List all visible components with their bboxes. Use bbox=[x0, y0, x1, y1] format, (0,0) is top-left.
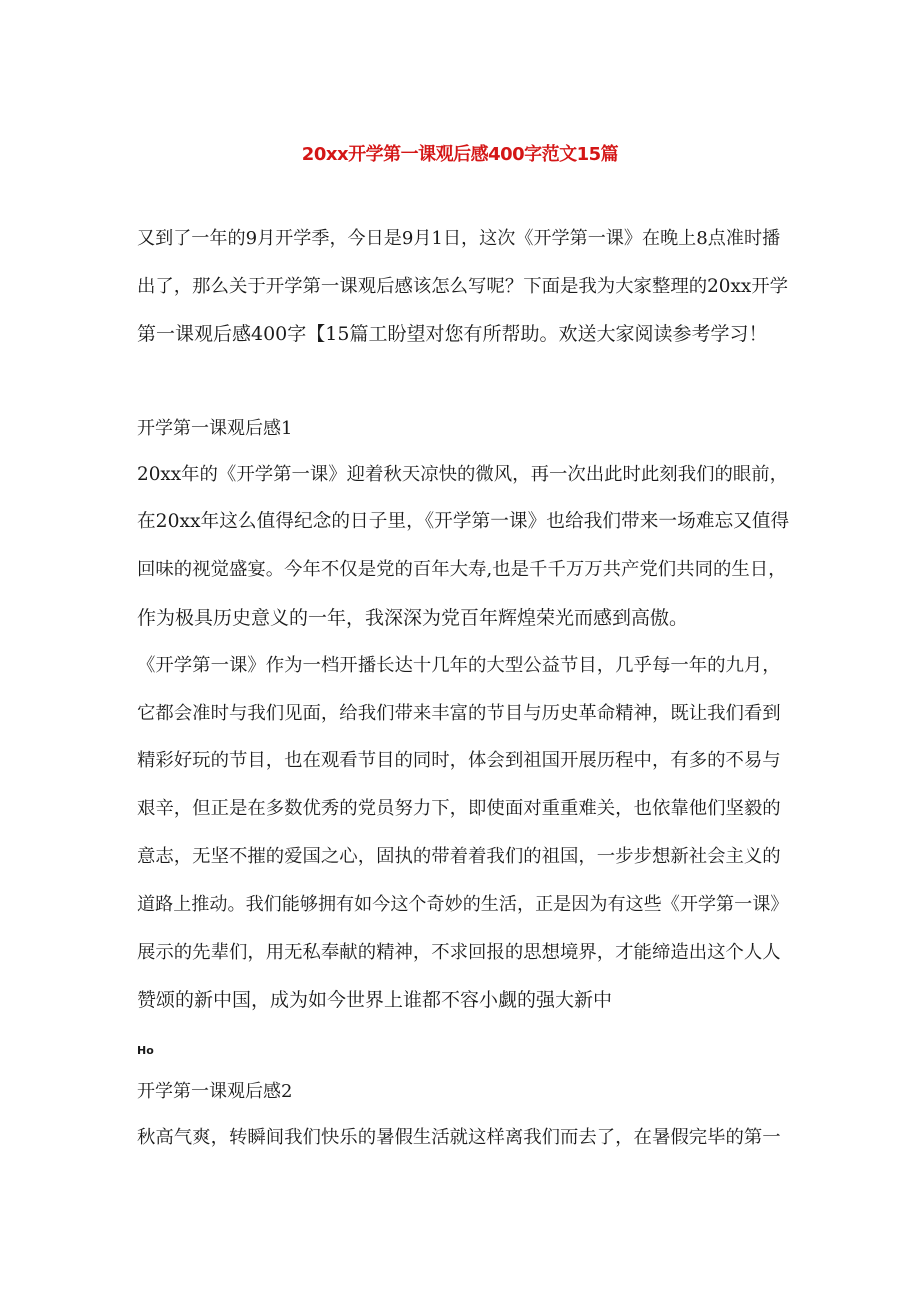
body-line: 秋高气爽，转瞬间我们快乐的暑假生活就这样离我们而去了，在暑假完毕的第一 bbox=[137, 1127, 781, 1148]
body-line: 作为极具历史意义的一年，我深深为党百年辉煌荣光而感到高傲。 bbox=[137, 607, 689, 629]
body-line: 展示的先辈们，用无私奉献的精神，不求回报的思想境界，才能缔造出这个人人 bbox=[137, 942, 781, 963]
document-title: 20xx开学第一课观后感400字范文15篇 bbox=[301, 144, 619, 165]
body-line: 意志，无坚不摧的爱国之心，固执的带着着我们的祖国，一步步想新社会主义的 bbox=[137, 846, 781, 867]
body-line: 回味的视觉盛宴。今年不仅是党的百年大寿,也是千千万万共产党们共同的生日， bbox=[137, 559, 787, 580]
body-line: 道路上推动。我们能够拥有如今这个奇妙的生活，正是因为有这些《开学第一课》 bbox=[137, 894, 789, 915]
body-line: 《开学第一课》作为一档开播长达十几年的大型公益节目，几乎每一年的九月， bbox=[137, 655, 781, 676]
stray-text: Ho bbox=[137, 1044, 154, 1057]
body-line: 精彩好玩的节目，也在观看节目的同时，体会到祖国开展历程中，有多的不易与 bbox=[137, 750, 781, 771]
intro-line: 出了，那么关于开学第一课观后感该怎么写呢？下面是我为大家整理的20xx开学 bbox=[137, 276, 789, 297]
body-line: 赞颂的新中国，成为如今世界上谁都不容小觑的强大新中 bbox=[137, 989, 613, 1011]
section-heading: 开学第一课观后感1 bbox=[137, 418, 293, 439]
body-line: 20xx年的《开学第一课》迎着秋天凉快的微风，再一次出此时此刻我们的眼前， bbox=[137, 464, 789, 485]
body-line: 艰辛，但正是在多数优秀的党员努力下，即使面对重重难关，也依靠他们坚毅的 bbox=[137, 798, 781, 819]
section-heading: 开学第一课观后感2 bbox=[137, 1081, 293, 1102]
body-line: 在20xx年这么值得纪念的日子里，《开学第一课》也给我们带来一场难忘又值得 bbox=[137, 511, 790, 532]
body-line: 它都会准时与我们见面，给我们带来丰富的节目与历史革命精神，既让我们看到 bbox=[137, 703, 781, 724]
intro-line: 又到了一年的9月开学季，今日是9月1日，这次《开学第一课》在晚上8点准时播 bbox=[137, 228, 781, 249]
intro-line: 第一课观后感400字【15篇工盼望对您有所帮助。欢送大家阅读参考学习！ bbox=[137, 323, 768, 345]
